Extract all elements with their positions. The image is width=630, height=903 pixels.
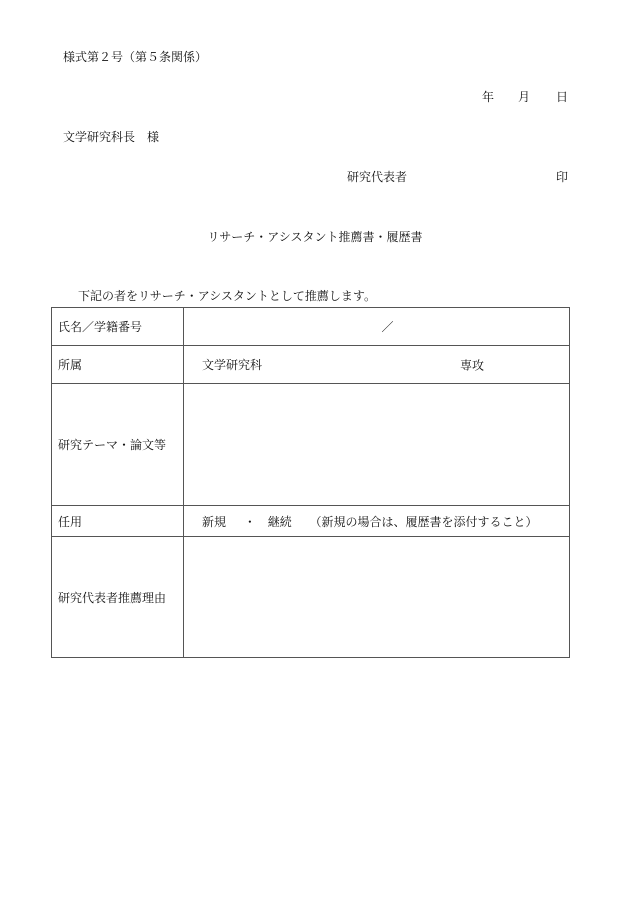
date-day-label: 日 bbox=[556, 90, 569, 104]
reason-field[interactable] bbox=[184, 537, 570, 658]
date-year-label: 年 bbox=[482, 90, 495, 104]
name-label: 氏名／学籍番号 bbox=[52, 308, 184, 346]
affiliation-field[interactable] bbox=[184, 346, 570, 384]
name-field[interactable] bbox=[184, 308, 570, 346]
document-title: リサーチ・アシスタント推薦書・履歴書 bbox=[207, 230, 423, 244]
affiliation-label: 所属 bbox=[52, 346, 184, 384]
seal-mark: 印 bbox=[556, 170, 569, 184]
addressee: 文学研究科長 様 bbox=[63, 130, 160, 144]
employment-note: （新規の場合は、履歴書を添付すること） bbox=[309, 514, 538, 529]
table-row-name bbox=[52, 308, 570, 346]
table-row-theme bbox=[52, 384, 570, 506]
employment-label: 任用 bbox=[52, 506, 184, 537]
employment-continue-option[interactable]: 継続 bbox=[267, 514, 292, 529]
name-separator: ／ bbox=[381, 320, 394, 334]
theme-label: 研究テーマ・論文等 bbox=[52, 384, 184, 506]
affiliation-value: 文学研究科 bbox=[202, 358, 263, 372]
intro-text: 下記の者をリサーチ・アシスタントとして推薦します。 bbox=[78, 289, 376, 303]
theme-field[interactable] bbox=[184, 384, 570, 506]
employment-field bbox=[184, 506, 570, 537]
reason-label: 研究代表者推薦理由 bbox=[52, 537, 184, 658]
table-row-reason bbox=[52, 537, 570, 658]
major-suffix: 専攻 bbox=[460, 358, 485, 372]
recommendation-table bbox=[51, 307, 570, 658]
table-row-employment bbox=[52, 506, 570, 537]
table-row-affiliation bbox=[52, 346, 570, 384]
date-month-label: 月 bbox=[518, 90, 531, 104]
form-number: 様式第２号（第５条関係） bbox=[63, 50, 208, 64]
employment-separator: ・ bbox=[243, 514, 256, 529]
representative-label: 研究代表者 bbox=[347, 170, 408, 184]
employment-new-option[interactable]: 新規 bbox=[202, 514, 227, 529]
